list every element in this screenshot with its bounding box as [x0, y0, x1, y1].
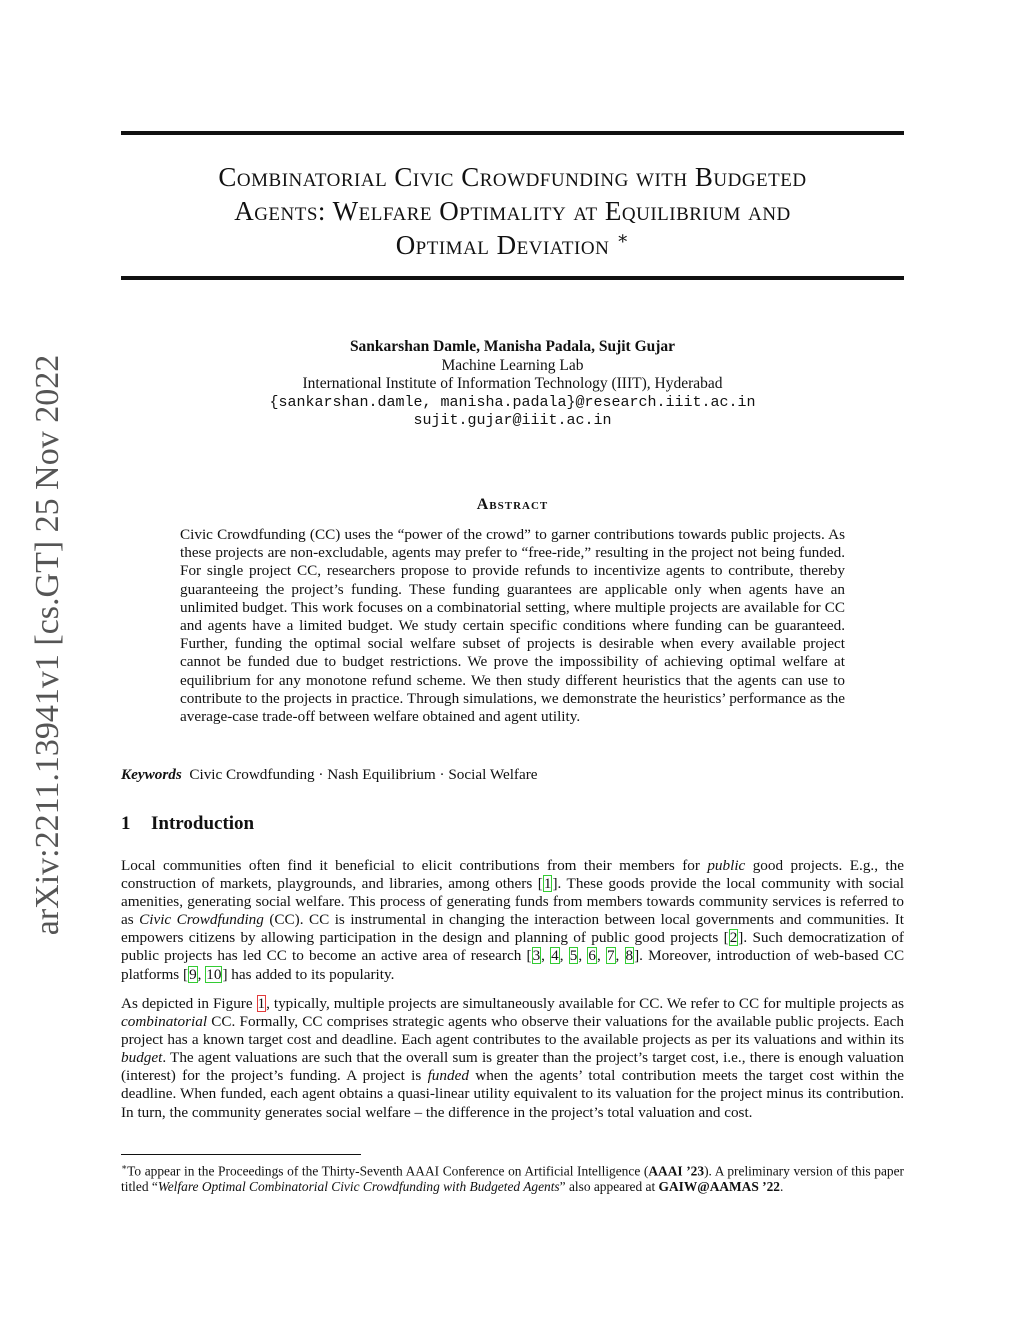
title-bottom-rule [121, 276, 904, 280]
paper-title [121, 160, 904, 262]
title-line-3-text: Optimal Deviation [395, 230, 610, 260]
footnote [121, 1159, 904, 1195]
p2-emphasis-budget: budget [121, 1049, 163, 1067]
title-line-1: Combinatorial Civic Crowdfunding with Budgeted [218, 162, 807, 192]
p1-text-7: ] has added to its popularity. [222, 965, 395, 983]
p2-text-3: CC. Formally, CC comprises strategic agents who observe their valuations for the available public projects. Each project has a known target cost and deadline. Each agent contributes to the available projects as per its valuations and within its [121, 1013, 904, 1049]
citation-link-3[interactable]: 3 [532, 947, 541, 965]
p1-text-2: good projects. E.g., the construction of markets, playgrounds, and libraries, among others [ [121, 857, 904, 893]
section-title: Introduction [151, 813, 255, 834]
title-line-3 [121, 228, 904, 262]
title-top-rule [121, 131, 904, 135]
footnote-text-4: . [780, 1179, 784, 1195]
citation-link-10[interactable]: 10 [206, 965, 222, 983]
section-heading-introduction [121, 813, 254, 835]
footnote-text-3: ” also appeared at [559, 1179, 659, 1195]
footnote-venue-gaiw: GAIW@AAMAS ’22 [658, 1179, 780, 1195]
p2-text-4: . The agent valuations are such that the overall sum is greater than the project’s target cost, i.e., there is enough valuation (interest) for the project’s funding. A project is [121, 1049, 904, 1085]
p2-emphasis-funded: funded [427, 1067, 469, 1085]
figure-link-1[interactable]: 1 [257, 995, 266, 1012]
footnote-preliminary-title: Welfare Optimal Combinatorial Civic Crowdfunding with Budgeted Agents [157, 1179, 560, 1195]
section-number: 1 [121, 813, 131, 834]
citation-link-5[interactable]: 5 [569, 947, 578, 965]
citation-separator: , [197, 965, 206, 983]
footnote-venue-aaai: AAAI ’23 [648, 1163, 705, 1179]
p2-text-2: , typically, multiple projects are simultaneously available for CC. We refer to CC for multiple projects as [266, 995, 904, 1012]
title-footnote-mark: ∗ [616, 228, 630, 248]
citation-link-2[interactable]: 2 [729, 929, 738, 947]
p2-emphasis-combinatorial: combinatorial [121, 1013, 208, 1031]
citation-separator: , [559, 947, 569, 965]
footnote-rule [121, 1154, 361, 1155]
citation-link-1[interactable]: 1 [543, 875, 552, 893]
p1-text-1: Local communities often find it beneficial to elicit contributions from their members for [121, 857, 708, 874]
arxiv-identifier: arXiv:2211.13941v1 [cs.GT] 25 Nov 2022 [29, 354, 66, 936]
p1-emphasis-public: public [707, 857, 746, 874]
abstract-text: Civic Crowdfunding (CC) uses the “power of the crowd” to garner contributions towards public projects. As these projects are non-excludable, agents may prefer to “free-ride,” resulting in the project not being funded. For single project CC, researchers propose to provide refunds to incentivize agents to contribute, thereby guaranteeing the project’s funding. These funding guarantees are applicable only when agents have an unlimited budget. This work focuses on a combinatorial setting, where multiple projects are available for CC and agents have a limited budget. We study certain specific conditions where funding can be guaranteed. Further, funding the optimal social welfare subset of projects is desirable when every available project cannot be funded due to budget restrictions. We prove the impossibility of achieving optimal welfare at equilibrium for any monotone refund scheme. We then study different heuristics that the agents can use to contribute to the projects in practice. Through simulations, we demonstrate the heuristics’ performance as the average-case trade-off between welfare obtained and agent utility. [180, 526, 845, 726]
citation-separator: , [578, 947, 588, 965]
author-institute: International Institute of Information Technology (IIIT), Hyderabad [302, 375, 723, 392]
intro-paragraph-1 [121, 857, 904, 984]
author-email-2: sujit.gujar@iiit.ac.in [413, 412, 612, 429]
citation-separator: , [596, 947, 606, 965]
citation-link-8[interactable]: 8 [625, 947, 634, 965]
intro-paragraph-2 [121, 995, 904, 1122]
author-lab: Machine Learning Lab [441, 356, 584, 374]
citation-link-9[interactable]: 9 [189, 965, 197, 983]
author-names: Sankarshan Damle, Manisha Padala, Sujit Gujar [349, 338, 676, 355]
footnote-text-2: ). A preliminary version of this paper titled “ [121, 1163, 904, 1195]
footnote-text-1: To appear in the Proceedings of the Thirty-Seventh AAAI Conference on Artificial Intelligence ( [127, 1163, 649, 1179]
footnote-mark: ∗ [121, 1162, 128, 1172]
citation-link-4[interactable]: 4 [551, 947, 559, 965]
title-line-2: Agents: Welfare Optimality at Equilibrium and [234, 196, 791, 226]
citation-separator: , [615, 947, 625, 965]
author-block [121, 338, 904, 431]
abstract-heading: Abstract [476, 496, 549, 513]
author-email-1: {sankarshan.damle, manisha.padala}@research.iiit.ac.in [269, 393, 756, 411]
p2-text-1: As depicted in Figure [121, 995, 257, 1012]
keywords-text: Civic Crowdfunding · Nash Equilibrium · Social Welfare [189, 766, 538, 783]
p1-text-5: ]. Such democratization of public projects has led CC to become an active area of research [ [121, 929, 904, 965]
p1-text-4: (CC). CC is instrumental in changing the interaction between local governments and communities. It empowers citizens by allowing participation in the design and planning of public good projects [ [121, 911, 904, 947]
arxiv-sidebar [29, 350, 66, 940]
p1-text-3: ]. These goods provide the local community with social amenities, generating social welfare. This process of generating funds from members towards community services is referred to as [121, 875, 904, 929]
keywords-line [121, 766, 904, 784]
p2-text-5: when the agents’ total contribution meets the target cost within the deadline. When funded, each agent obtains a quasi-linear utility equivalent to its valuation for the project minus its contribution. In turn, the community generates social welfare – the difference in the project’s total valuation and cost. [121, 1067, 904, 1121]
keywords-label: Keywords [121, 766, 182, 783]
p1-emphasis-cc: Civic Crowdfunding [139, 911, 264, 929]
citation-link-7[interactable]: 7 [606, 947, 615, 965]
citation-link-6[interactable]: 6 [588, 947, 596, 965]
citation-separator: , [541, 947, 551, 965]
p1-text-6: ]. Moreover, introduction of web-based CC platforms [ [121, 947, 905, 983]
